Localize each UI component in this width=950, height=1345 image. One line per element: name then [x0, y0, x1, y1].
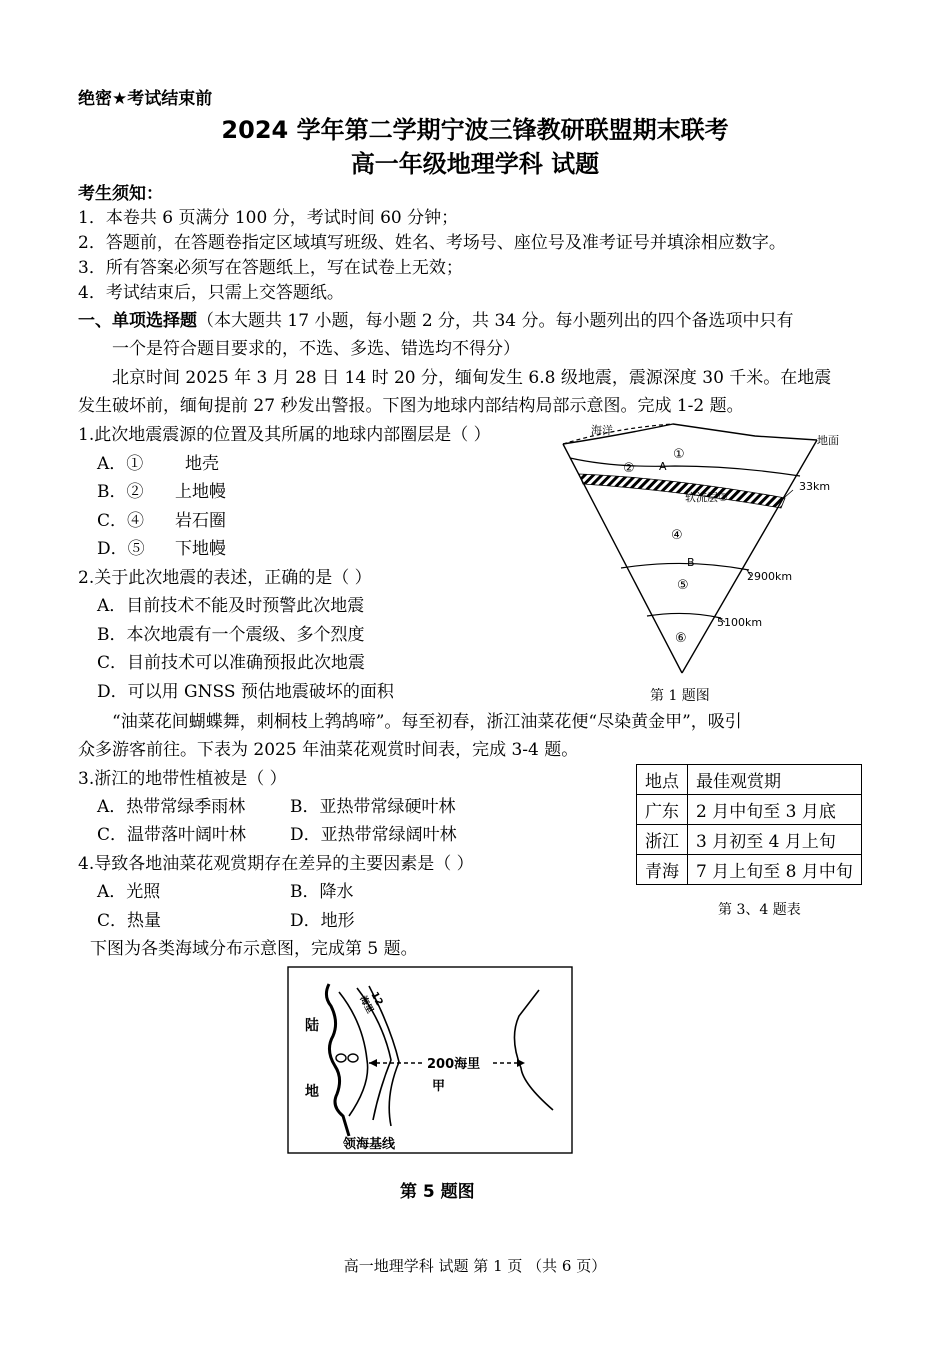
option-label: C．④ [97, 511, 145, 531]
q2-option-b[interactable]: B．本次地震有一个震级、多个烈度 [97, 625, 365, 645]
depth-2900-label: 2900km [747, 570, 793, 583]
depth-33-label: 33km [799, 480, 831, 493]
q4-option-d[interactable]: D．地形 [290, 911, 355, 931]
maritime-zones-figure [287, 966, 573, 1154]
marker-b: B [687, 556, 695, 569]
page-subtitle: 高一年级地理学科 试题 [350, 150, 600, 178]
table-header: 最佳观赏期 [688, 765, 862, 795]
moho-line [570, 458, 800, 476]
layer2-label: ② [623, 461, 635, 476]
viewing-period-table [636, 764, 862, 885]
option-label: A．① [97, 454, 144, 474]
section-desc-2: 一个是符合题目要求的，不选、多选、错选均不得分） [112, 339, 520, 359]
table-cell: 浙江 [637, 825, 688, 855]
q1-option-a[interactable] [97, 449, 219, 474]
page-title: 2024 学年第二学期宁波三锋教研联盟期末联考 [221, 116, 729, 144]
table-row [637, 825, 862, 855]
b-line [621, 563, 749, 570]
nm200-label: 200海里 [427, 1057, 481, 1072]
table-cell: 3 月初至 4 月上旬 [688, 825, 862, 855]
q1-option-b[interactable] [97, 477, 226, 502]
haili-label: 海里 [357, 994, 375, 1016]
option-label: D．⑤ [97, 539, 145, 559]
notice-item: 2．答题前，在答题卷指定区域填写班级、姓名、考场号、座位号及准考证号并填涂相应数字。 [78, 233, 786, 253]
q4-option-c[interactable]: C．热量 [97, 911, 162, 931]
notice-item: 1．本卷共 6 页满分 100 分，考试时间 60 分钟； [78, 208, 459, 228]
q2-stem: 2.关于此次地震的表述，正确的是（ ） [78, 568, 372, 588]
layer1-label: ① [673, 447, 685, 462]
baseline-label: 领海基线 [343, 1137, 396, 1152]
q3-option-b[interactable]: B．亚热带常绿硬叶林 [290, 797, 456, 817]
layer4-label: ④ [671, 528, 683, 543]
section-desc: （本大题共 17 小题，每小题 2 分，共 34 分。每小题列出的四个备选项中只有 [197, 311, 794, 331]
q4-option-b[interactable]: B．降水 [290, 882, 354, 902]
land-label-2: 地 [305, 1084, 319, 1100]
intro-34-line2: 众多游客前往。下表为 2025 年油菜花观赏时间表，完成 3-4 题。 [78, 740, 579, 760]
q2-option-a[interactable]: A．目前技术不能及时预警此次地震 [97, 596, 365, 616]
layer5-label: ⑤ [677, 578, 689, 593]
option-text: 地壳 [185, 454, 219, 474]
table-cell: 青海 [637, 855, 688, 885]
notice-heading: 考生须知： [78, 184, 163, 204]
intro-12-line1: 北京时间 2025 年 3 月 28 日 14 时 20 分，缅甸发生 6.8 级地震，震源深度 30 千米。在地震 [112, 368, 832, 388]
option-text: 岩石圈 [175, 511, 226, 531]
table-cell: 2 月中旬至 3 月底 [688, 795, 862, 825]
ocean-label: 海洋 [591, 424, 613, 437]
asthenosphere-label: 软流层③ [685, 491, 728, 504]
core-line [647, 613, 721, 618]
table-header: 地点 [637, 765, 688, 795]
q1-option-c[interactable] [97, 506, 226, 531]
nm12-label: 12 [368, 990, 385, 1008]
q3-stem: 3.浙江的地带性植被是（ ） [78, 769, 287, 789]
table-header-row [637, 765, 862, 795]
secret-label: 绝密★考试结束前 [78, 89, 213, 109]
table-row [637, 855, 862, 885]
intro-12-line2: 发生破坏前，缅甸提前 27 秒发出警报。下图为地球内部结构局部示意图。完成 1-2 题。 [78, 396, 744, 416]
q2-option-d[interactable]: D．可以用 GNSS 预估地震破坏的面积 [97, 682, 394, 702]
section-title: 一、单项选择题 [78, 311, 197, 331]
q2-option-c[interactable]: C．目前技术可以准确预报此次地震 [97, 653, 366, 673]
marker-a: A [659, 460, 667, 473]
option-text: 下地幔 [175, 539, 226, 559]
surface-label: 地面 [817, 434, 839, 447]
q4-stem: 4.导致各地油菜花观赏期存在差异的主要因素是（ ） [78, 854, 474, 874]
option-text: 上地幔 [175, 482, 226, 502]
q1-option-d[interactable] [97, 534, 226, 559]
intro-5: 下图为各类海域分布示意图，完成第 5 题。 [90, 939, 418, 959]
asthenosphere-band [579, 474, 785, 508]
notice-item: 3．所有答案必须写在答题纸上，写在试卷上无效； [78, 258, 463, 278]
q3-option-a[interactable]: A．热带常绿季雨林 [97, 797, 246, 817]
table-cell: 7 月上旬至 8 月中旬 [688, 855, 862, 885]
table-cell: 广东 [637, 795, 688, 825]
option-label: B．② [97, 482, 144, 502]
layer6-label: ⑥ [675, 631, 687, 646]
table-caption: 第 3、4 题表 [718, 902, 801, 918]
land-label-1: 陆 [305, 1018, 319, 1034]
section-heading [78, 306, 794, 331]
jia-label: 甲 [432, 1079, 446, 1094]
page-footer: 高一地理学科 试题 第 1 页 （共 6 页） [343, 1257, 607, 1275]
q3-option-c[interactable]: C．温带落叶阔叶林 [97, 825, 247, 845]
q3-option-d[interactable]: D．亚热带常绿阔叶林 [290, 825, 457, 845]
notice-item: 4．考试结束后，只需上交答题纸。 [78, 283, 344, 303]
fig1-caption: 第 1 题图 [650, 688, 710, 704]
q4-option-a[interactable]: A．光照 [97, 882, 161, 902]
fig5-caption: 第 5 题图 [400, 1182, 475, 1202]
intro-34-line1: “油菜花间蝴蝶舞，刺桐枝上鹁鸪啼”。每至初春，浙江油菜花便“尽染黄金甲”，吸引 [112, 712, 742, 732]
table-row [637, 795, 862, 825]
q1-stem: 1.此次地震震源的位置及其所属的地球内部圈层是（ ） [78, 425, 491, 445]
earth-structure-figure [555, 418, 855, 690]
depth-5100-label: 5100km [717, 616, 763, 629]
